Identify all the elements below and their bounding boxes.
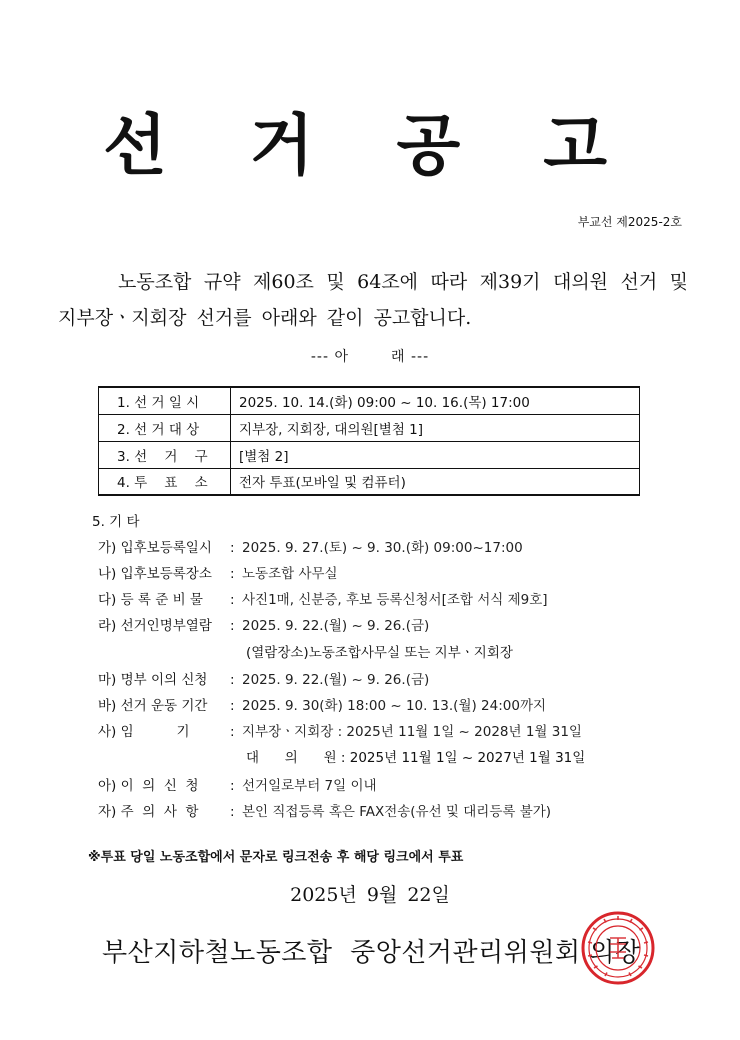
- list-item: 나) 입후보등록장소 : 노동조합 사무실: [98, 562, 338, 586]
- etc-value: 노동조합 사무실: [242, 566, 338, 582]
- etc-value: 본인 직접등록 혹은 FAX전송(유선 및 대리등록 불가): [242, 804, 552, 820]
- list-item: 가) 입후보등록일시 : 2025. 9. 27.(토) ~ 9. 30.(화) 09:00~17:00: [98, 536, 523, 560]
- etc-label: 라) 선거인명부열람: [98, 618, 212, 634]
- announcement-date: 2025년 9월 22일: [290, 884, 450, 906]
- organization-name: [102, 932, 641, 969]
- list-item: 다) 등 록 준 비 물 : 사진1매, 신분증, 후보 등록신청서[조합 서식 제9호]: [98, 588, 548, 612]
- intro-paragraph: 노동조합 규약 제60조 및 64조에 따라 제39기 대의원 선거 및 지부장ㆍ지회장 선거를 아래와 같이 공고합니다.: [58, 271, 688, 329]
- etc-label: 사) 임 기: [98, 724, 190, 740]
- term-delegate: 대 의 원 : 2025년 11월 1일 ~ 2027년 1월 31일: [246, 750, 586, 766]
- info-label: 4. 투 표 소: [99, 468, 231, 495]
- organization-label: 부산지하철노동조합 중앙선거관리위원회: [102, 938, 581, 968]
- below-heading-left: --- 아: [310, 349, 349, 365]
- info-label: 2. 선 거 대 상: [99, 414, 231, 441]
- seal-suffix: 의장: [589, 938, 641, 968]
- page-title: 선 거 공 고: [103, 106, 637, 184]
- election-info-table: [98, 386, 640, 496]
- list-item: 바) 선거 운동 기간 : 2025. 9. 30(화) 18:00 ~ 10. 13.(월) 24:00까지: [98, 694, 546, 718]
- etc-value: 지부장ㆍ지회장 : 2025년 11월 1일 ~ 2028년 1월 31일: [242, 724, 582, 740]
- etc-value: 2025. 9. 27.(토) ~ 9. 30.(화) 09:00~17:00: [242, 540, 523, 556]
- etc-value: 2025. 9. 30(화) 18:00 ~ 10. 13.(월) 24:00까지: [242, 698, 547, 714]
- list-item: 마) 명부 이의 신청 : 2025. 9. 22.(월) ~ 9. 26.(금): [98, 668, 429, 692]
- etc-value: 사진1매, 신분증, 후보 등록신청서[조합 서식 제9호]: [242, 592, 548, 608]
- list-item: 라) 선거인명부열람 : 2025. 9. 22.(월) ~ 9. 26.(금): [98, 614, 429, 638]
- etc-label: 아) 이 의 신 청: [98, 778, 199, 794]
- etc-value: 선거일로부터 7일 이내: [242, 778, 377, 794]
- list-item: 사) 임 기 : 지부장ㆍ지회장 : 2025년 11월 1일 ~ 2028년 1월 31일: [98, 720, 582, 744]
- etc-value: 2025. 9. 22.(월) ~ 9. 26.(금): [242, 672, 430, 688]
- info-label: 1. 선 거 일 시: [99, 387, 231, 414]
- voting-notice: ※투표 당일 노동조합에서 문자로 링크전송 후 해당 링크에서 투표: [88, 850, 464, 865]
- list-item: 자) 주 의 사 항 : 본인 직접등록 혹은 FAX전송(유선 및 대리등록 불가): [98, 800, 551, 824]
- info-label: 3. 선 거 구: [99, 441, 231, 468]
- info-value: 전자 투표(모바일 및 컴퓨터): [231, 468, 640, 495]
- document-number: 부교선 제2025-2호: [577, 215, 682, 229]
- table-row: [99, 468, 640, 495]
- info-value: 지부장, 지회장, 대의원[별첨 1]: [231, 414, 640, 441]
- official-seal-icon: [580, 910, 656, 986]
- below-heading: [0, 346, 740, 366]
- etc-value: 2025. 9. 22.(월) ~ 9. 26.(금): [242, 618, 430, 634]
- list-item: 아) 이 의 신 청 : 선거일로부터 7일 이내: [98, 774, 377, 798]
- table-row: [99, 387, 640, 414]
- info-value: 2025. 10. 14.(화) 09:00 ~ 10. 16.(목) 17:00: [231, 387, 640, 414]
- etc-label: 가) 입후보등록일시: [98, 540, 212, 556]
- etc-section-title: 5. 기 타: [92, 514, 140, 530]
- etc-label: 마) 명부 이의 신청: [98, 672, 208, 688]
- etc-label: 다) 등 록 준 비 물: [98, 592, 203, 608]
- table-row: [99, 441, 640, 468]
- etc-label: 자) 주 의 사 항: [98, 804, 199, 820]
- table-row: [99, 414, 640, 441]
- viewing-place: (열람장소)노동조합사무실 또는 지부ㆍ지회장: [246, 645, 513, 661]
- etc-label: 나) 입후보등록장소: [98, 566, 212, 582]
- below-heading-right: 래 ---: [391, 349, 430, 365]
- etc-label: 바) 선거 운동 기간: [98, 698, 208, 714]
- info-value: [별첨 2]: [231, 441, 640, 468]
